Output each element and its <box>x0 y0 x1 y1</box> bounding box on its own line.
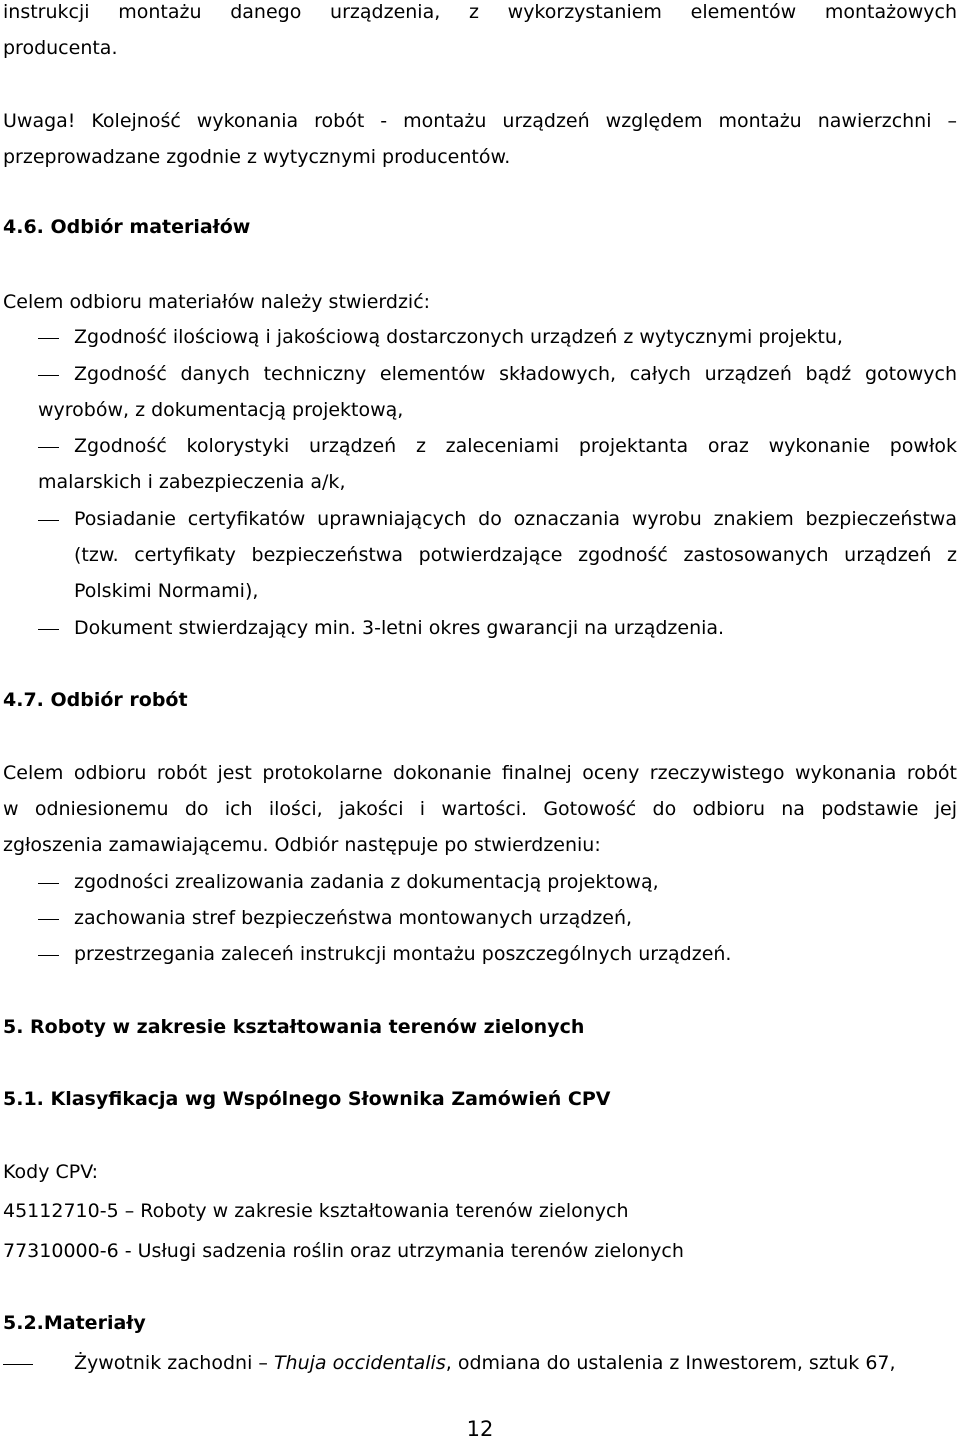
dash-bullet <box>38 447 59 448</box>
material-details: , odmiana do ustalenia z Inwestorem, sztuk 67, <box>445 1352 896 1374</box>
section-heading-5-1: 5.1. Klasyfikacja wg Wspólnego Słownika Zamówień CPV <box>3 1088 611 1110</box>
section-heading-5-2: 5.2.Materiały <box>3 1312 146 1334</box>
section-heading-4-7: 4.7. Odbiór robót <box>3 689 188 711</box>
paragraph-line: producenta. <box>3 37 118 59</box>
list-item: Zgodność ilościową i jakościową dostarczonych urządzeń z wytycznymi projektu, <box>74 326 843 348</box>
paragraph-line: instrukcji montażu danego urządzenia, z wykorzystaniem elementów montażowych <box>3 1 957 23</box>
list-item: przestrzegania zaleceń instrukcji montażu poszczególnych urządzeń. <box>74 943 732 965</box>
list-item: Zgodność danych techniczny elementów składowych, całych urządzeń bądź gotowych <box>74 363 957 385</box>
list-item: zgodności zrealizowania zadania z dokumentacją projektową, <box>74 871 659 893</box>
section-intro: Celem odbioru materiałów należy stwierdzić: <box>3 291 431 313</box>
list-item-continuation: Polskimi Normami), <box>74 580 259 602</box>
dash-bullet <box>38 338 59 339</box>
dash-bullet <box>38 955 59 956</box>
note-line: Uwaga! Kolejność wykonania robót - montażu urządzeń względem montażu nawierzchni – <box>3 110 957 132</box>
material-name: Żywotnik zachodni – <box>74 1352 274 1374</box>
paragraph-line: zgłoszenia zamawiającemu. Odbiór następuje po stwierdzeniu: <box>3 834 601 856</box>
list-item-continuation: (tzw. certyfikaty bezpieczeństwa potwierdzające zgodność zastosowanych urządzeń z <box>74 544 957 566</box>
dash-bullet <box>38 520 59 521</box>
cpv-label: Kody CPV: <box>3 1161 99 1183</box>
dash-bullet <box>3 1364 33 1365</box>
dash-bullet <box>38 883 59 884</box>
dash-bullet <box>38 629 59 630</box>
list-item: zachowania stref bezpieczeństwa montowanych urządzeń, <box>74 907 633 929</box>
material-item <box>74 1351 957 1375</box>
page-number: 12 <box>466 1417 494 1441</box>
section-heading-4-6: 4.6. Odbiór materiałów <box>3 216 251 238</box>
dash-bullet <box>38 375 59 376</box>
cpv-code: 45112710-5 – Roboty w zakresie kształtowania terenów zielonych <box>3 1200 629 1222</box>
cpv-code: 77310000-6 - Usługi sadzenia roślin oraz utrzymania terenów zielonych <box>3 1240 684 1262</box>
list-item-continuation: malarskich i zabezpieczenia a/k, <box>38 471 346 493</box>
section-heading-5: 5. Roboty w zakresie kształtowania terenów zielonych <box>3 1016 585 1038</box>
list-item: Posiadanie certyfikatów uprawniających do oznaczania wyrobu znakiem bezpieczeństwa <box>74 508 957 530</box>
note-line: przeprowadzane zgodnie z wytycznymi producentów. <box>3 146 511 168</box>
paragraph-line: w odniesionemu do ich ilości, jakości i wartości. Gotowość do odbioru na podstawie jej <box>3 798 957 820</box>
latin-name: Thuja occidentalis <box>273 1352 446 1374</box>
list-item: Zgodność kolorystyki urządzeń z zaleceniami projektanta oraz wykonanie powłok <box>74 435 957 457</box>
list-item-continuation: wyrobów, z dokumentacją projektową, <box>38 399 404 421</box>
list-item: Dokument stwierdzający min. 3-letni okres gwarancji na urządzenia. <box>74 617 725 639</box>
dash-bullet <box>38 919 59 920</box>
paragraph-line: Celem odbioru robót jest protokolarne dokonanie finalnej oceny rzeczywistego wykonania robót <box>3 762 957 784</box>
